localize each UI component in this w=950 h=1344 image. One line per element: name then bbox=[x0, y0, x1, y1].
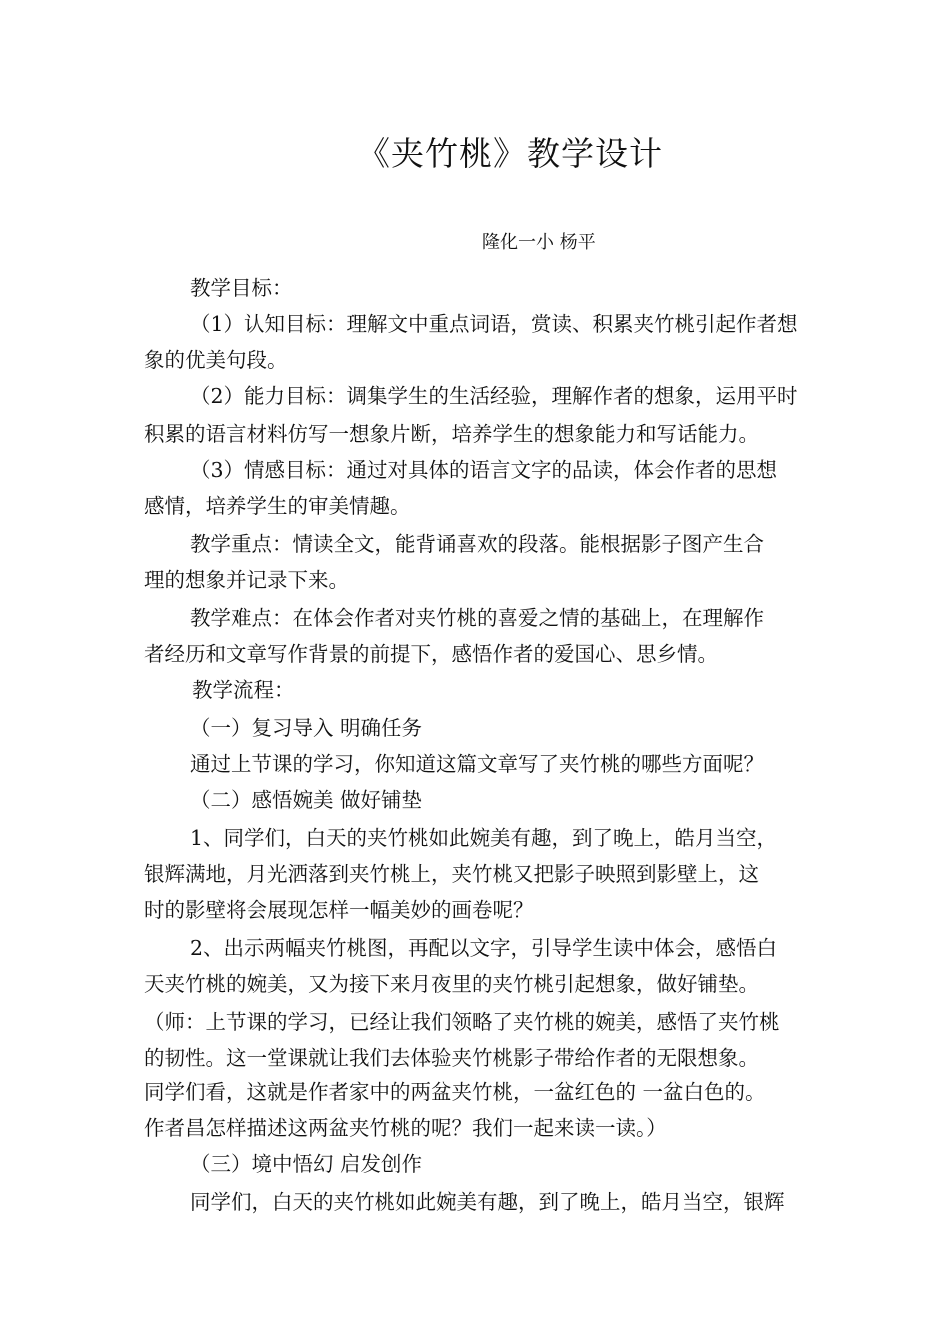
paragraph-line: （2）能力目标：调集学生的生活经验，理解作者的想象，运用平时 bbox=[190, 384, 798, 408]
paragraph-line: 作者昌怎样描述这两盆夹竹桃的呢？我们一起来读一读。） bbox=[144, 1116, 667, 1140]
document-author: 隆化一小 杨平 bbox=[482, 232, 596, 253]
paragraph-line: 天夹竹桃的婉美，又为接下来月夜里的夹竹桃引起想象，做好铺垫。 bbox=[144, 972, 759, 996]
paragraph-line: 教学目标： bbox=[190, 276, 293, 300]
paragraph-line: （师：上节课的学习，已经让我们领略了夹竹桃的婉美，感悟了夹竹桃 bbox=[144, 1010, 780, 1034]
paragraph-line: 同学们，白天的夹竹桃如此婉美有趣，到了晚上，皓月当空，银辉 bbox=[190, 1190, 785, 1214]
paragraph-line: 积累的语言材料仿写一想象片断，培养学生的想象能力和写话能力。 bbox=[144, 422, 759, 446]
paragraph-line: 同学们看，这就是作者家中的两盆夹竹桃，一盆红色的 一盆白色的。 bbox=[144, 1080, 766, 1104]
paragraph-line: 理的想象并记录下来。 bbox=[144, 568, 349, 592]
paragraph-line: 者经历和文章写作背景的前提下，感悟作者的爱国心、思乡情。 bbox=[144, 642, 718, 666]
paragraph-line: 的韧性。这一堂课就让我们去体验夹竹桃影子带给作者的无限想象。 bbox=[144, 1046, 759, 1070]
paragraph-line: （三）境中悟幻 启发创作 bbox=[190, 1152, 423, 1176]
paragraph-line: （一）复习导入 明确任务 bbox=[190, 716, 423, 740]
paragraph-line: 银辉满地，月光洒落到夹竹桃上，夹竹桃又把影子映照到影壁上，这 bbox=[144, 862, 759, 886]
paragraph-line: 时的影壁将会展现怎样一幅美妙的画卷呢？ bbox=[144, 898, 534, 922]
paragraph-line: 教学难点：在体会作者对夹竹桃的喜爱之情的基础上，在理解作 bbox=[190, 606, 764, 630]
paragraph-line: 1、同学们，白天的夹竹桃如此婉美有趣，到了晚上，皓月当空， bbox=[190, 826, 778, 850]
document-title: 《夹竹桃》教学设计 bbox=[357, 134, 663, 173]
paragraph-line: 象的优美句段。 bbox=[144, 348, 288, 372]
paragraph-line: （1）认知目标：理解文中重点词语，赏读、积累夹竹桃引起作者想 bbox=[190, 312, 798, 336]
paragraph-line: 教学流程： bbox=[192, 678, 295, 702]
paragraph-line: （3）情感目标：通过对具体的语言文字的品读，体会作者的思想 bbox=[190, 458, 778, 482]
paragraph-line: 教学重点：情读全文，能背诵喜欢的段落。能根据影子图产生合 bbox=[190, 532, 764, 556]
paragraph-line: （二）感悟婉美 做好铺垫 bbox=[190, 788, 423, 812]
paragraph-line: 2、出示两幅夹竹桃图，再配以文字，引导学生读中体会，感悟白 bbox=[190, 936, 778, 960]
paragraph-line: 通过上节课的学习，你知道这篇文章写了夹竹桃的哪些方面呢？ bbox=[190, 752, 764, 776]
paragraph-line: 感情，培养学生的审美情趣。 bbox=[144, 494, 411, 518]
